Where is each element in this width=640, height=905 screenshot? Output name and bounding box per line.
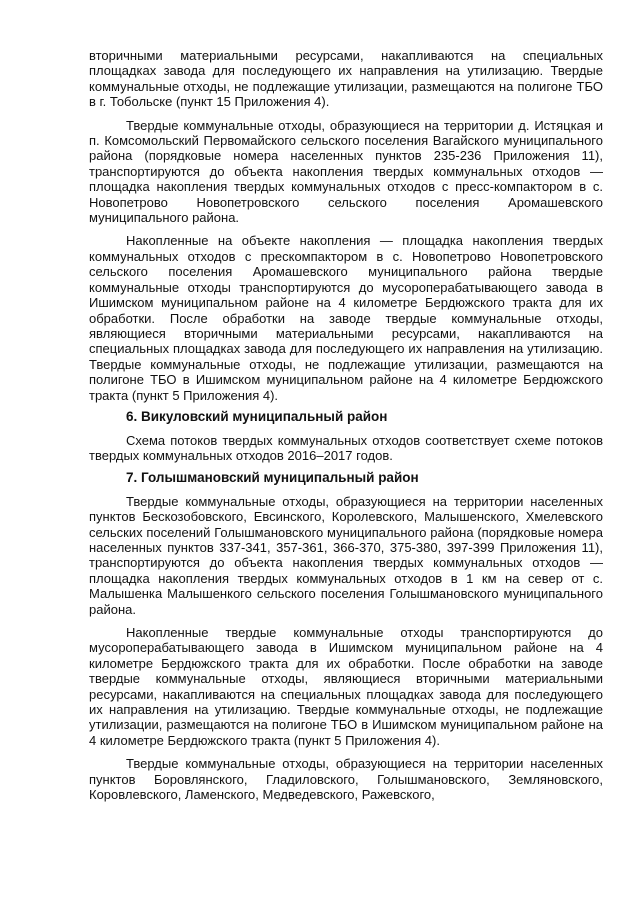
document-page	[89, 48, 603, 802]
paragraph-vagay-district: Твердые коммунальные отходы, образующиеся на территории д. Истяцкая и п. Комсомольский Первомайского сельского поселения Вагайского муниципального района (порядковые номера населенных пунктов 235-236 Приложения 11), транспортируются до объекта накопления твердых коммунальных отходов — площадка накопления твердых коммунальных отходов с пресс-компактором в с. Новопетрово Новопетровского сельского поселения Аромашевского муниципального района.	[89, 117, 603, 226]
paragraph-golyshmanovo-transport: Накопленные твердые коммунальные отходы транспортируются до мусороперабатывающего завода в Ишимском муниципальном районе на 4 километре Бердюжского тракта для их обработки. После обработки на заводе твердые коммунальные отходы, являющиеся вторичными материальными ресурсами, накапливаются на специальных площадках завода для последующего их направления на утилизацию. Твердые коммунальные отходы, не подлежащие утилизации, размещаются на полигоне ТБО в Ишимском муниципальном районе на 4 километре Бердюжского тракта (пункт 5 Приложения 4).	[89, 625, 603, 748]
paragraph-vikulovo-scheme: Схема потоков твердых коммунальных отходов соответствует схеме потоков твердых коммунальных отходов 2016–2017 годов.	[89, 432, 603, 464]
paragraph-continuation: вторичными материальными ресурсами, накапливаются на специальных площадках завода для последующего их направления на утилизацию. Твердые коммунальные отходы, не подлежащие утилизации, размещаются на полигоне ТБО в г. Тобольске (пункт 15 Приложения 4).	[89, 48, 603, 110]
paragraph-golyshmanovo-more-settlements: Твердые коммунальные отходы, образующиеся на территории населенных пунктов Боровлянского, Гладиловского, Голышмановского, Земляновского, Коровлевского, Ламенского, Медведевского, Ражевского,	[89, 756, 603, 803]
paragraph-golyshmanovo-settlements: Твердые коммунальные отходы, образующиеся на территории населенных пунктов Бескозобовского, Евсинского, Королевского, Малышенского, Хмелевского сельских поселений Голышмановского муниципального района (порядковые номера населенных пунктов 337-341, 357-361, 366-370, 375-380, 397-399 Приложения 11), транспортируются до объекта накопления твердых коммунальных отходов — площадка накопления твердых коммунальных отходов в 1 км на север от с. Малышенка Малышенкого сельского поселения Голышмановского муниципального района.	[89, 493, 603, 617]
section-heading-golyshmanovo: 7. Голышмановский муниципальный район	[126, 469, 419, 485]
paragraph-accumulated-waste: Накопленные на объекте накопления — площадка накопления твердых коммунальных отходов с прескомпактором в с. Новопетрово Новопетровского сельского поселения Аромашевского муниципального района твердые коммунальные отходы транспортируются до мусороперабатывающего завода в Ишимском муниципальном районе на 4 километре Бердюжского тракта для их обработки. После обработки на заводе твердые коммунальные отходы, являющиеся вторичными материальными ресурсами, накапливаются на специальных площадках завода для последующего их направления на утилизацию. Твердые коммунальные отходы, не подлежащие утилизации, размещаются на полигоне ТБО в Ишимском муниципальном районе на 4 километре Бердюжского тракта (пункт 5 Приложения 4).	[89, 233, 603, 403]
section-heading-vikulovo: 6. Викуловский муниципальный район	[126, 408, 388, 424]
